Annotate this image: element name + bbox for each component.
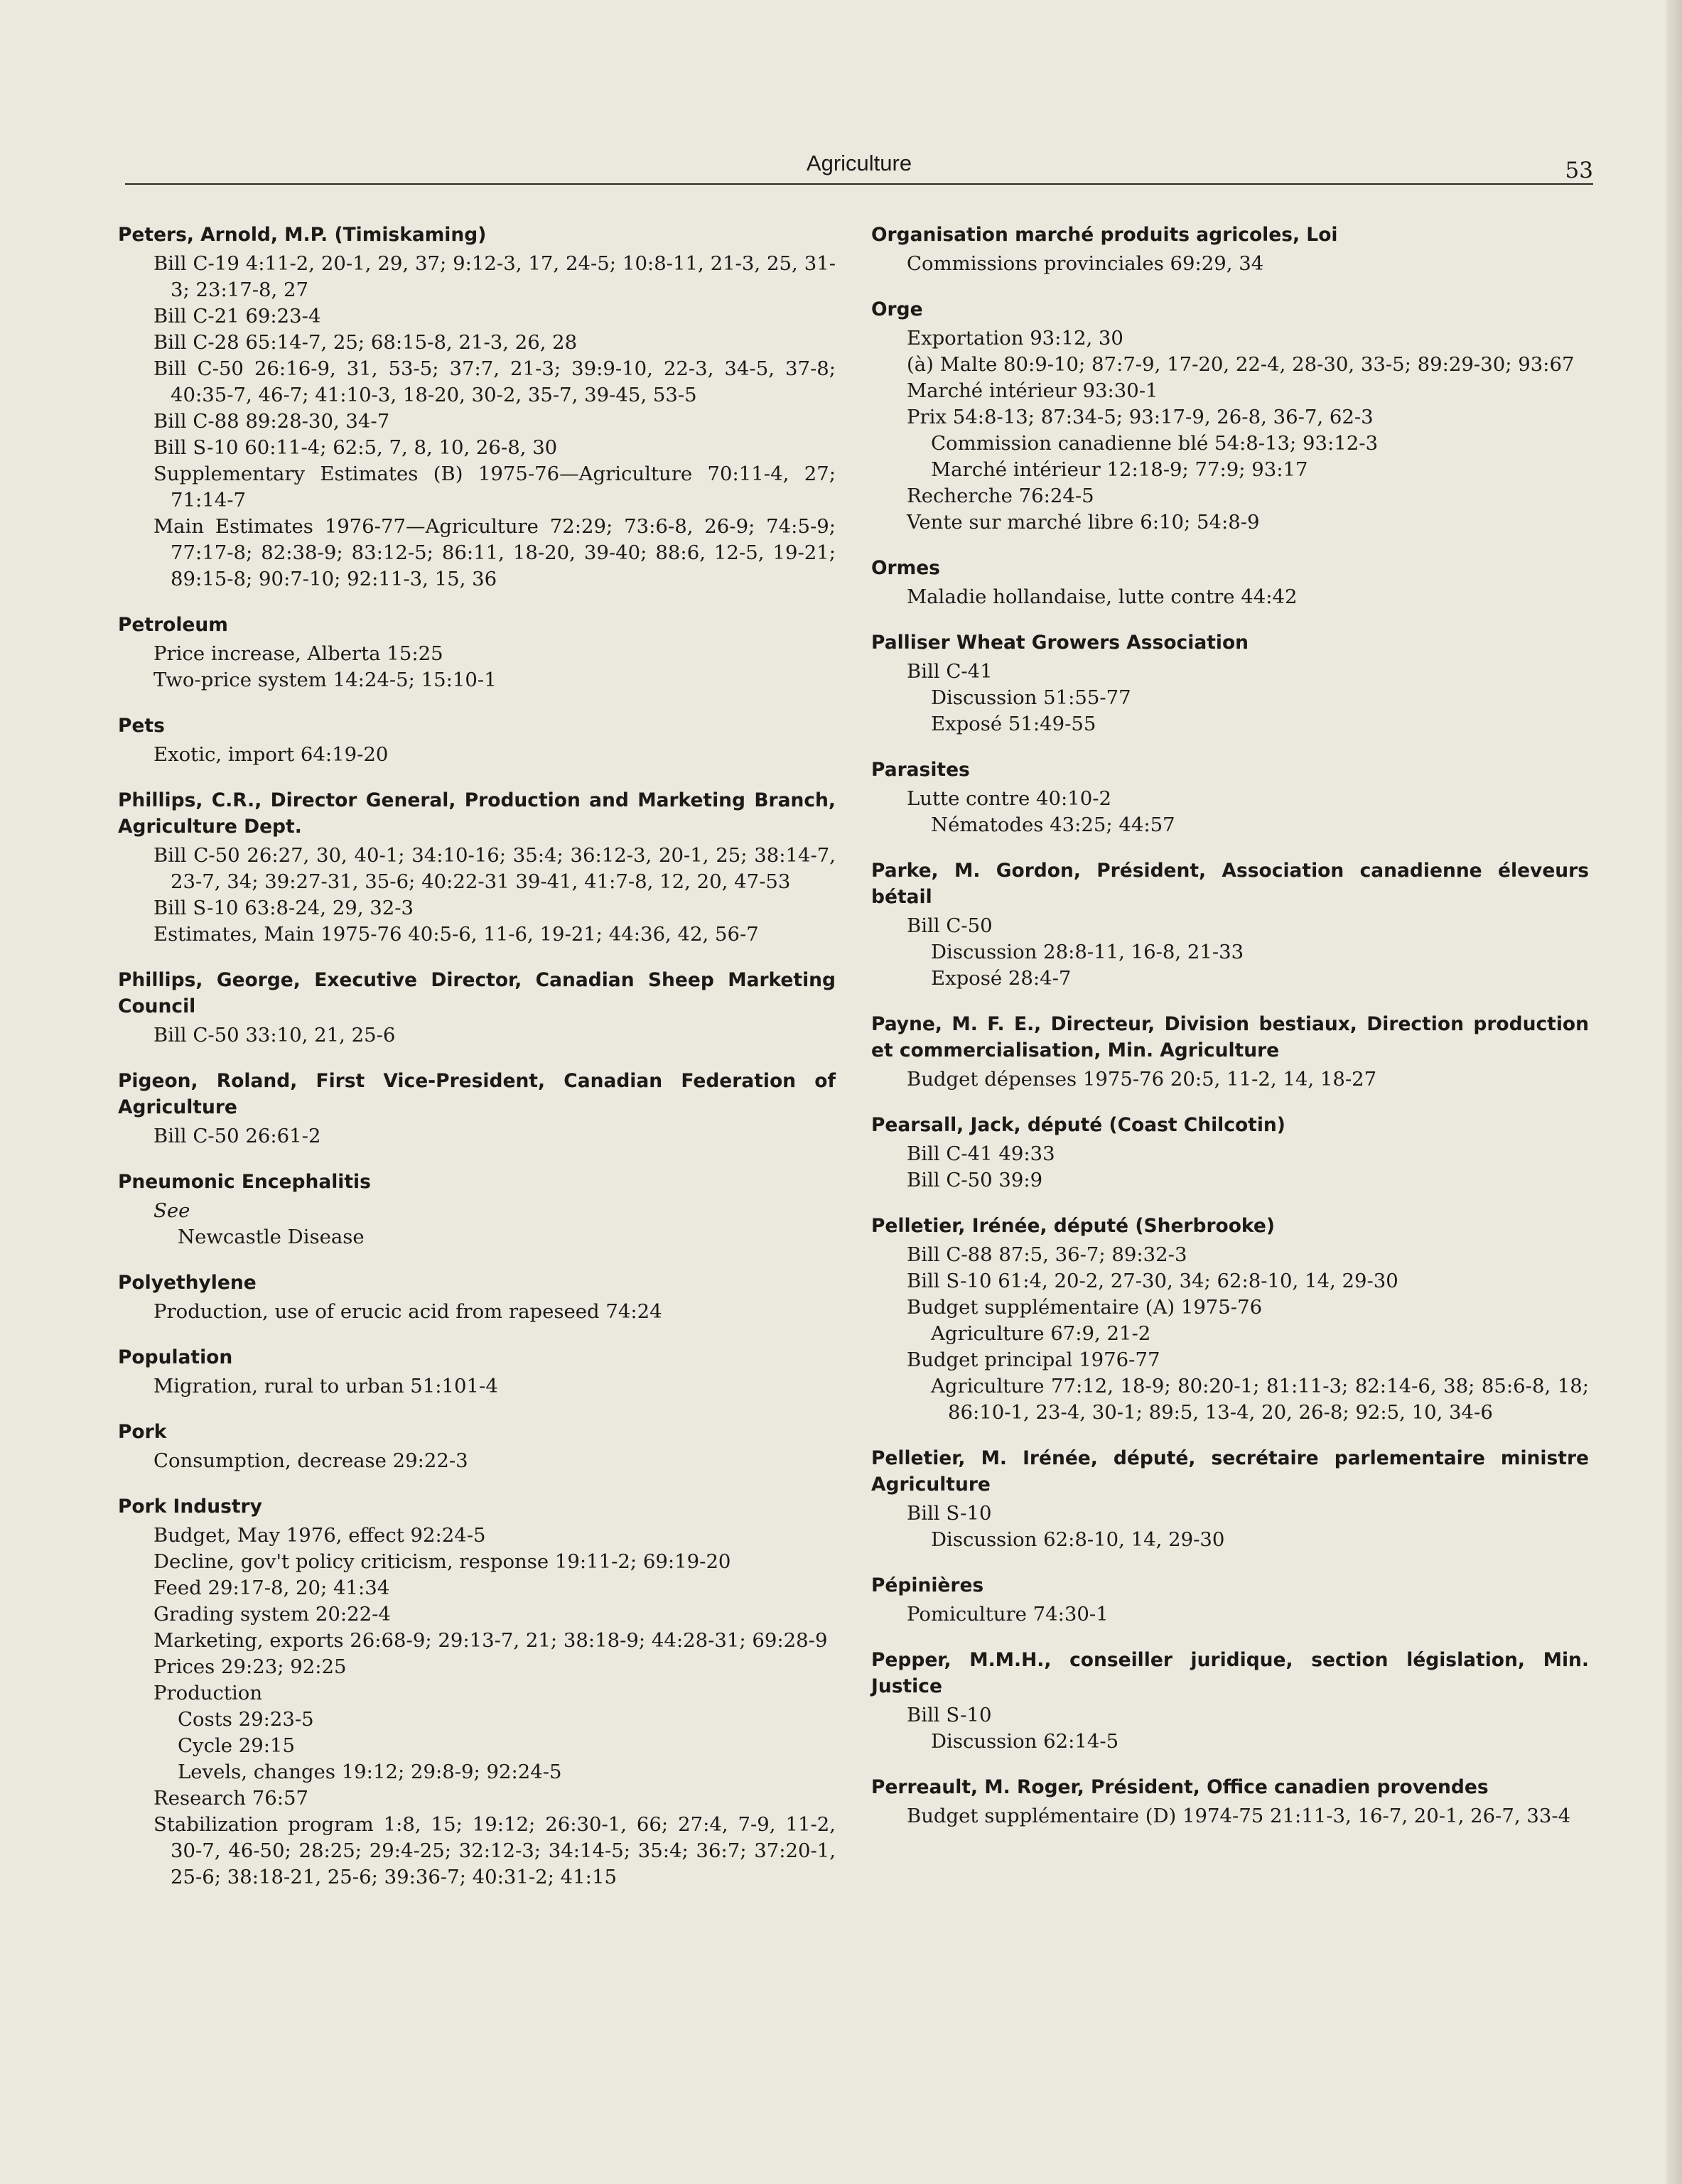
index-entry	[118, 1068, 836, 1150]
entry-subline: Bill C-50 26:16-9, 31, 53-5; 37:7, 21-3; 39:9-10, 22-3, 34-5, 37-8; 40:35-7, 46-7; 41:10-3, 18-20, 30-2, 35-7, 39-45, 53-5	[153, 357, 836, 406]
entry-subline: Exposé 28:4-7	[931, 967, 1072, 990]
entry-subline: Main Estimates 1976-77—Agriculture 72:29; 73:6-8, 26-9; 74:5-9; 77:17-8; 82:38-9; 83:12-5; 86:11, 18-20, 39-40; 88:6, 12-5, 19-21; 89:15-8; 90:7-10; 92:11-3, 15, 36	[153, 515, 836, 590]
entry-heading: Polyethylene	[118, 1272, 257, 1294]
entry-subline: Price increase, Alberta 15:25	[153, 642, 443, 665]
index-entry	[871, 1445, 1589, 1553]
index-entry	[871, 1112, 1589, 1194]
entry-subline: (à) Malte 80:9-10; 87:7-9, 17-20, 22-4, 28-30, 33-5; 89:29-30; 93:67	[907, 353, 1575, 376]
index-entry	[871, 555, 1589, 610]
entry-subline: Two-price system 14:24-5; 15:10-1	[153, 669, 497, 691]
page-number: 53	[1565, 158, 1593, 183]
index-entry	[871, 858, 1589, 992]
entry-subline: Pomiculture 74:30-1	[907, 1603, 1109, 1626]
index-column-right	[871, 222, 1589, 1849]
entry-subline: Agriculture 67:9, 21-2	[931, 1322, 1151, 1345]
entry-subline: Discussion 62:8-10, 14, 29-30	[931, 1528, 1225, 1551]
entry-heading: Parasites	[871, 759, 970, 781]
entry-subline: Bill C-88 87:5, 36-7; 89:32-3	[907, 1243, 1187, 1266]
entry-subline: Newcastle Disease	[178, 1226, 365, 1248]
entry-subline: Bill C-50 33:10, 21, 25-6	[153, 1024, 396, 1047]
entry-subline: Bill C-50 39:9	[907, 1169, 1043, 1191]
entry-subline: Supplementary Estimates (B) 1975-76—Agriculture 70:11-4, 27; 71:14-7	[153, 463, 836, 512]
index-entry	[871, 1213, 1589, 1426]
running-head: Agriculture	[806, 151, 912, 175]
entry-subline: Prix 54:8-13; 87:34-5; 93:17-9, 26-8, 36-7, 62-3	[907, 406, 1374, 428]
entry-subline: Commissions provinciales 69:29, 34	[907, 252, 1264, 275]
entry-subline: Commission canadienne blé 54:8-13; 93:12-3	[931, 432, 1379, 455]
entry-heading: Pets	[118, 715, 165, 737]
entry-subline: Bill S-10 60:11-4; 62:5, 7, 8, 10, 26-8, 30	[153, 436, 558, 459]
entry-heading: Ormes	[871, 557, 940, 579]
entry-subline: Stabilization program 1:8, 15; 19:12; 26:30-1, 66; 27:4, 7-9, 11-2, 30-7, 46-50; 28:25; 29:4-25; 32:12-3; 34:14-5; 35:4; 36:7; 37:20-1, 25-6; 38:18-21, 25-6; 39:36-7; 40:31-2; 41:15	[153, 1813, 836, 1888]
index-entry	[871, 1774, 1589, 1829]
entry-subline: Exposé 51:49-55	[931, 713, 1096, 735]
entry-heading: Parke, M. Gordon, Président, Association canadienne éleveurs bétail	[871, 860, 1589, 908]
entry-subline: Bill S-10	[907, 1704, 992, 1726]
index-entry	[118, 1270, 836, 1325]
entry-heading: Pelletier, Irénée, député (Sherbrooke)	[871, 1215, 1275, 1237]
entry-subline: Bill C-19 4:11-2, 20-1, 29, 37; 9:12-3, 17, 24-5; 10:8-11, 21-3, 25, 31-3; 23:17-8, 27	[153, 252, 836, 301]
entry-subline: Grading system 20:22-4	[153, 1603, 391, 1626]
entry-subline: Marché intérieur 93:30-1	[907, 379, 1158, 402]
index-entry	[118, 787, 836, 948]
index-entry	[118, 612, 836, 693]
index-entry	[118, 1493, 836, 1891]
entry-heading: Pigeon, Roland, First Vice-President, Canadian Federation of Agriculture	[118, 1070, 836, 1118]
entry-subline: Migration, rural to urban 51:101-4	[153, 1375, 498, 1398]
entry-heading: Peters, Arnold, M.P. (Timiskaming)	[118, 224, 487, 246]
entry-subline: Marché intérieur 12:18-9; 77:9; 93:17	[931, 458, 1308, 481]
index-entry	[871, 629, 1589, 737]
entry-subline: Recherche 76:24-5	[907, 485, 1094, 507]
entry-heading: Orge	[871, 298, 923, 320]
entry-heading: Pneumonic Encephalitis	[118, 1171, 371, 1193]
index-entry	[871, 1647, 1589, 1755]
entry-heading: Population	[118, 1346, 233, 1368]
entry-heading: Petroleum	[118, 614, 228, 636]
index-entry	[871, 296, 1589, 536]
see-reference: See	[153, 1199, 190, 1222]
entry-subline: Bill C-50	[907, 914, 993, 937]
page-header	[125, 149, 1593, 185]
entry-subline: Bill C-28 65:14-7, 25; 68:15-8, 21-3, 26, 28	[153, 331, 578, 354]
entry-subline: Bill S-10 61:4, 20-2, 27-30, 34; 62:8-10, 14, 29-30	[907, 1270, 1398, 1292]
entry-heading: Pepper, M.M.H., conseiller juridique, section législation, Min. Justice	[871, 1649, 1589, 1697]
entry-subline: Consumption, decrease 29:22-3	[153, 1449, 468, 1472]
entry-subline: Feed 29:17-8, 20; 41:34	[153, 1577, 390, 1599]
entry-subline: Estimates, Main 1975-76 40:5-6, 11-6, 19-21; 44:36, 42, 56-7	[153, 923, 759, 946]
index-entry	[871, 222, 1589, 277]
entry-subline: Bill C-50 26:61-2	[153, 1125, 321, 1147]
entry-subline: Maladie hollandaise, lutte contre 44:42	[907, 585, 1298, 608]
entry-subline: Cycle 29:15	[178, 1734, 296, 1757]
entry-subline: Production, use of erucic acid from rapeseed 74:24	[153, 1300, 662, 1323]
entry-subline: Bill C-41	[907, 660, 993, 683]
entry-subline: Discussion 28:8-11, 16-8, 21-33	[931, 941, 1244, 963]
entry-subline: Production	[153, 1682, 263, 1704]
entry-heading: Palliser Wheat Growers Association	[871, 632, 1249, 654]
entry-heading: Pelletier, M. Irénée, député, secrétaire parlementaire ministre Agriculture	[871, 1447, 1589, 1496]
entry-subline: Exportation 93:12, 30	[907, 327, 1123, 350]
index-column-left	[118, 222, 836, 1910]
entry-subline: Decline, gov't policy criticism, response 19:11-2; 69:19-20	[153, 1550, 731, 1573]
entry-heading: Pépinières	[871, 1574, 984, 1596]
entry-subline: Bill C-50 26:27, 30, 40-1; 34:10-16; 35:4; 36:12-3, 20-1, 25; 38:14-7, 23-7, 34; 39:27-31, 35-6; 40:22-31 39-41, 41:7-8, 12, 20, 47-53	[153, 844, 836, 893]
index-entry	[871, 1011, 1589, 1093]
entry-subline: Bill C-88 89:28-30, 34-7	[153, 410, 390, 433]
entry-subline: Bill S-10 63:8-24, 29, 32-3	[153, 897, 414, 919]
entry-subline: Discussion 51:55-77	[931, 686, 1131, 709]
entry-subline: Budget, May 1976, effect 92:24-5	[153, 1524, 486, 1547]
entry-subline: Costs 29:23-5	[178, 1708, 314, 1731]
index-entry	[118, 1419, 836, 1474]
entry-subline: Budget supplémentaire (A) 1975-76	[907, 1296, 1263, 1319]
entry-subline: Nématodes 43:25; 44:57	[931, 813, 1175, 836]
entry-subline: Marketing, exports 26:68-9; 29:13-7, 21; 38:18-9; 44:28-31; 69:28-9	[153, 1629, 828, 1652]
entry-subline: Budget dépenses 1975-76 20:5, 11-2, 14, 18-27	[907, 1068, 1377, 1091]
index-entry	[871, 1572, 1589, 1628]
page-binding-edge	[1666, 0, 1682, 2184]
entry-subline: Bill C-21 69:23-4	[153, 305, 321, 328]
index-entry	[118, 222, 836, 593]
index-entry	[118, 1344, 836, 1400]
entry-heading: Payne, M. F. E., Directeur, Division bestiaux, Direction production et commercialisation, Min. Agriculture	[871, 1013, 1589, 1061]
entry-heading: Pork	[118, 1421, 167, 1443]
index-entry	[118, 713, 836, 768]
entry-subline: Bill S-10	[907, 1502, 992, 1525]
entry-heading: Phillips, George, Executive Director, Canadian Sheep Marketing Council	[118, 969, 836, 1017]
entry-subline: Levels, changes 19:12; 29:8-9; 92:24-5	[178, 1761, 562, 1783]
entry-subline: Budget supplémentaire (D) 1974-75 21:11-3, 16-7, 20-1, 26-7, 33-4	[907, 1805, 1571, 1827]
entry-subline: Agriculture 77:12, 18-9; 80:20-1; 81:11-3; 82:14-6, 38; 85:6-8, 18; 86:10-1, 23-4, 30-1; 89:5, 13-4, 20, 26-8; 92:5, 10, 34-6	[931, 1375, 1589, 1424]
entry-subline: Research 76:57	[153, 1787, 309, 1810]
entry-heading: Phillips, C.R., Director General, Production and Marketing Branch, Agriculture Dept.	[118, 789, 836, 838]
entry-subline: Budget principal 1976-77	[907, 1348, 1160, 1371]
entry-subline: Bill C-41 49:33	[907, 1142, 1055, 1165]
entry-heading: Pearsall, Jack, député (Coast Chilcotin)	[871, 1114, 1285, 1136]
entry-heading: Pork Industry	[118, 1496, 262, 1518]
entry-heading: Perreault, M. Roger, Président, Office canadien provendes	[871, 1776, 1489, 1798]
entry-subline: Vente sur marché libre 6:10; 54:8-9	[907, 511, 1260, 534]
entry-subline: Lutte contre 40:10-2	[907, 787, 1112, 810]
entry-subline: Discussion 62:14-5	[931, 1730, 1119, 1753]
entry-heading: Organisation marché produits agricoles, Loi	[871, 224, 1338, 246]
index-entry	[871, 757, 1589, 838]
entry-subline: Exotic, import 64:19-20	[153, 743, 389, 766]
index-entry	[118, 967, 836, 1049]
entry-subline: Prices 29:23; 92:25	[153, 1655, 347, 1678]
index-entry	[118, 1169, 836, 1250]
